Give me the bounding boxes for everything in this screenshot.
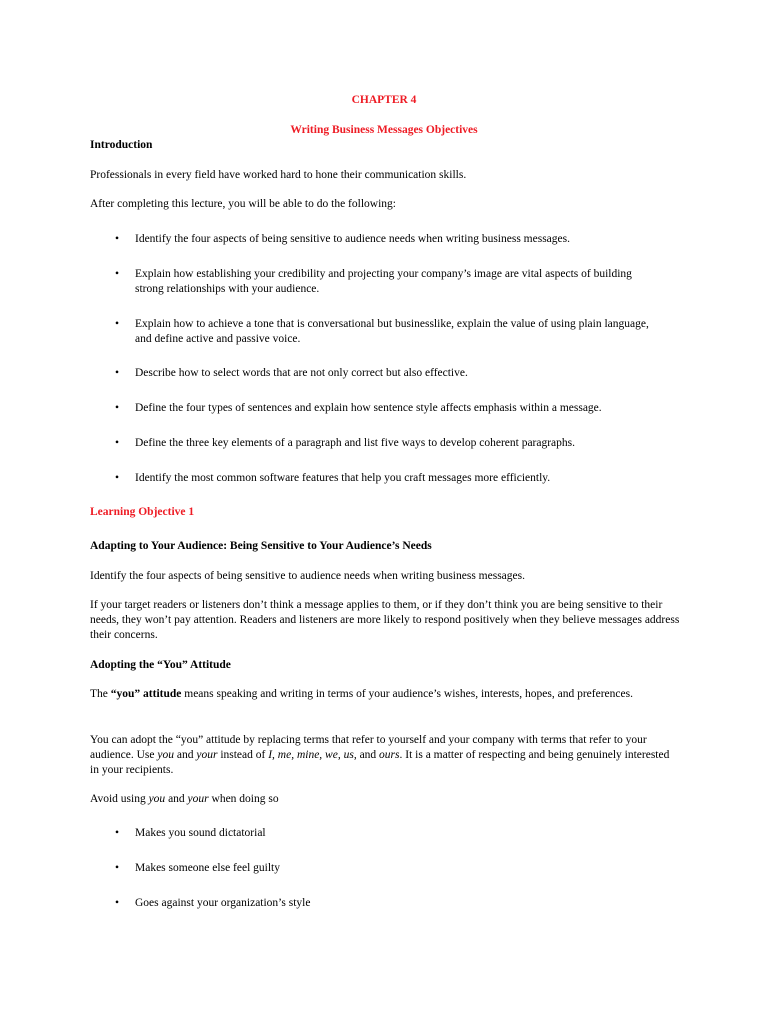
section-heading: Adapting to Your Audience: Being Sensitive to Your Audience’s Needs [90,540,432,552]
bullet-icon: • [115,318,120,330]
objective-item: Describe how to select words that are not only correct but also effective. [135,367,468,379]
objective-item: Identify the most common software features that help you craft messages more efficiently. [135,472,551,484]
objective-item: Explain how establishing your credibility and projecting your company’s image are vital aspects of building strong relationships with your audience. [135,268,632,295]
bullet-icon: • [115,437,120,449]
avoid-item: Makes someone else feel guilty [135,862,280,874]
bullet-icon: • [115,897,120,909]
lo1-paragraph-1: Identify the four aspects of being sensitive to audience needs when writing business messages. [90,570,525,582]
lo1-paragraph-2: If your target readers or listeners don’t think a message applies to them, or if they don’t think you are being sensitive to their needs, they won’t pay attention. Readers and listeners are more likely to respond positively when they believe messages address their concerns. [90,599,680,641]
bullet-icon: • [115,367,120,379]
objective-item: Identify the four aspects of being sensitive to audience needs when writing business messages. [135,233,570,245]
avoid-item: Goes against your organization’s style [135,897,311,909]
objective-item: Define the four types of sentences and explain how sentence style affects emphasis within a message. [135,402,602,414]
introduction-heading: Introduction [90,139,153,151]
avoid-item: Makes you sound dictatorial [135,827,266,839]
bullet-icon: • [115,268,120,280]
bullet-icon: • [115,472,120,484]
intro-paragraph-1: Professionals in every field have worked hard to hone their communication skills. [90,169,467,181]
bullet-icon: • [115,827,120,839]
you-attitude-heading: Adopting the “You” Attitude [90,659,231,671]
you-attitude-paragraph-1: The “you” attitude means speaking and writing in terms of your audience’s wishes, interests, hopes, and preferences. [90,688,633,700]
bullet-icon: • [115,862,120,874]
you-attitude-paragraph-2: You can adopt the “you” attitude by replacing terms that refer to yourself and your company with terms that refer to your audience. Use you and your instead of I, me, mine, we, us, and ours. It is a matter of respecting and being genuinely interested in your recipients. [90,734,670,776]
objective-item: Define the three key elements of a paragraph and list five ways to develop coherent paragraphs. [135,437,576,449]
chapter-heading: CHAPTER 4 [351,94,417,106]
bullet-icon: • [115,402,120,414]
bullet-icon: • [115,233,120,245]
objective-item: Explain how to achieve a tone that is conversational but businesslike, explain the value of using plain language, and define active and passive voice. [135,318,649,345]
avoid-intro: Avoid using you and your when doing so [90,793,279,805]
learning-objective-label: Learning Objective 1 [90,506,195,518]
intro-paragraph-2: After completing this lecture, you will be able to do the following: [90,198,396,210]
chapter-subtitle: Writing Business Messages Objectives [290,124,478,136]
